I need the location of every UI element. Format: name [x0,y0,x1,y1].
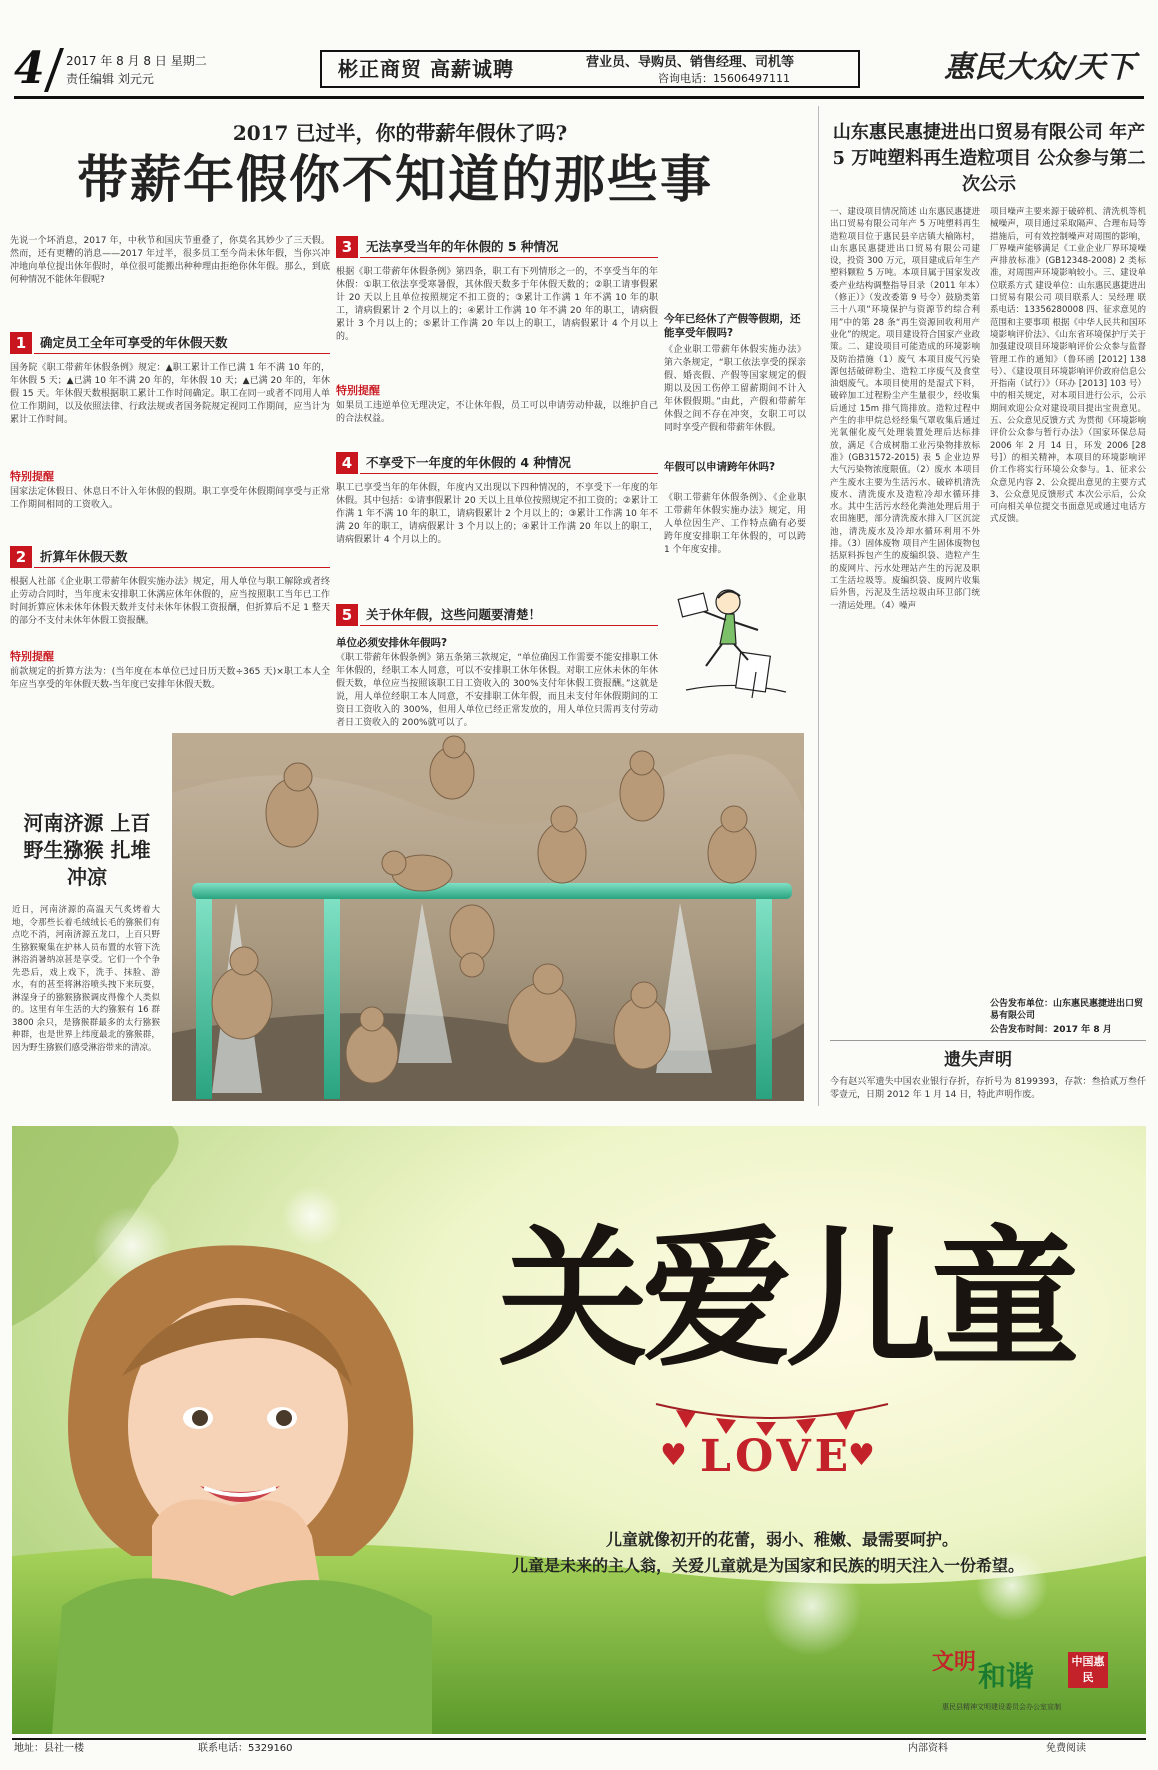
banner-credit: 惠民县精神文明建设委员会办公室宣制 [942,1703,1061,1711]
care-for-children-banner [12,1126,1146,1734]
monkey-story-body: 近日，河南济源的高温天气炙烤着大地，令那些长着毛绒绒长毛的猕猴们有点吃不消，河南济源五龙口，上百只野生猕猴聚集在护林人员布置的水管下洗淋浴消暑纳凉甚是享受。它们一个个争先恐后，戏上戏下，洗手、抹脸、游水，有的甚至将淋浴喷头拽下来玩耍，淋湿身子的猕猴猕猴调皮得像个人类似的。这里有年生活的大约猕猴有 16 群 3800 余只，是猕猴群最多的太行猕猴种群，也是世界上纬度最北的猕猴群，因为野生猕猴们感受淋浴带来的清凉。 [12,905,160,1053]
recruitment-ad [320,50,860,88]
section-rule [360,473,658,474]
article-headline: 带薪年假你不知道的那些事 [76,151,713,210]
notice-title: 山东惠民惠捷进出口贸易有限公司 年产 5 万吨塑料再生造粒项目 公众参与第二次公示 [832,122,1146,195]
section-5-answer-3: 《职工带薪年休假条例》、《企业职工带薪年休假实施办法》规定，用人单位因生产、工作特点确有必要跨年度安排职工年休假的，可以跨 1 个年度安排。 [664,493,806,555]
section-rule [360,625,658,626]
section-title: 不享受下一年度的年休假的 4 种情况 [366,455,571,470]
section-number: 5 [336,604,358,626]
section-1-note-label: 特别提醒 [10,470,54,483]
section-title: 折算年休假天数 [40,549,128,564]
section-3-header [336,236,658,258]
monkey-story-title: 河南济源 上百野生猕猴 扎堆冲凉 [23,811,151,889]
footer-free: 免费阅读 [1046,1743,1086,1754]
notice-publish-date: 公告发布时间：2017 年 8 月 [990,1025,1112,1035]
section-rule [34,567,330,568]
child-figure [52,1245,432,1734]
section-4-header [336,452,658,474]
section-5-answer-1: 《职工带薪年休假条例》第五条第三款规定，“单位确因工作需要不能安排职工休年休假的，经职工本人同意，可以不安排职工休年休假。对职工应休未休的年休假天数，单位应当按照该职工日工资收入的 300%支付年休假工资报酬。”这就是说，用人单位经职工本人同意，不安排职工休年假，而且未支付年休假期间的工资日工资收入的 300%，但用人单位已经正常发放的，用人单位只需再支付劳动者日工资收入的 200%就可以了。 [336,653,658,728]
section-number: 1 [10,332,32,354]
section-4-body: 职工已享受当年的年休假，年度内又出现以下四种情况的，不享受下一年度的年休假。其中包括：①请事假累计 20 天以上且单位按照规定不扣工资的；②累计工作满 1 年不满 10 年的职工，请病假累计 2 个月以上的；③累计工作满 10 年不满 20 年的职工，请病假累计 3 个月以上的；④累计工作满 20 年以上的职工，请病假累计 4 个月以上的。 [336,483,658,545]
section-3-note: 如果员工违逆单位无理决定，不让休年假，员工可以申请劳动仲裁，以维护自己的合法权益。 [336,401,658,424]
issue-date: 2017 年 8 月 8 日 星期二 [66,54,207,68]
section-1-note: 国家法定休假日、休息日不计入年休假的假期。职工享受年休假期间享受与正常工作期间相同的工资收入。 [10,487,330,510]
heart-icon: ♥ [660,1438,687,1473]
section-5-question-3: 年假可以申请跨年休吗? [664,461,776,473]
notice-column-2: 项目噪声主要来源于破碎机、清洗机等机械噪声，项目通过采取隔声、合理布局等措施后，可有效控制噪声对周围的影响，厂界噪声能够满足《工业企业厂界环境噪声排放标准》(GB12348-2008) 2 类标准，对周围声环境影响较小。三、建设单位联系方式 建设单位：山东惠民惠捷进出口贸易有限公司 项目联系人：吴经理 联系电话：13356280008 四、征求意见的范围和主要事项 根据《中华人民共和国环境影响评价法》、《山东省环境保护厅关于加强建设项目环境影响评价公众参与监督管理工作的通知》（鲁环函 [2012] 138 号）、《建设项目环境影响评价政府信息公开指南（试行）》（环办 [2013] 103 号）中的相关规定，对本项目进行公示，公示期间欢迎公众对建设项目提出宝贵意见。五、公众意见反馈方式 为贯彻《环境影响评价公众参与暂行办法》（国家环保总局 2006 年 2 月 14 日，环发 2006 [28 号]）的相关精神，本项目的环境影响评价工作将实行环境公众参与。1、征求公众意见内容 2、公众提出意见的主要方式 3、公众意见反馈形式 本次公示后，公众可向相关单位提交书面意见或通过电话方式反馈。 [990,207,1146,525]
section-number: 4 [336,452,358,474]
footer-address: 地址：县社一楼 [14,1743,84,1754]
banner-title: 关爱儿童 [498,1211,1075,1387]
notice-publisher: 公告发布单位：山东惠民惠捷进出口贸易有限公司 [990,999,1144,1021]
banner-line-1: 儿童就像初开的花蕾，弱小、稚嫩、最需要呵护。 [606,1530,959,1549]
article-kicker: 2017 已过半，你的带薪年假休了吗? [232,121,568,145]
lost-notice-title: 遗失声明 [944,1050,1012,1070]
section-2-note: 前款规定的折算方法为：(当年度在本单位已过日历天数÷365 天)×职工本人全年应当享受的年休假天数-当年度已安排年休假天数。 [10,667,330,690]
section-rule [360,257,658,258]
section-3-note-label: 特别提醒 [336,384,380,397]
heart-icon: ♥ [848,1438,875,1473]
section-2-header [10,546,330,568]
section-5-header [336,604,658,626]
banner-love: LOVE [700,1431,853,1482]
ad-company: 彬正商贸 高薪诚聘 [338,57,514,81]
lost-notice-body: 今有赵兴军遗失中国农业银行存折，存折号为 8199393，存款：叁拾贰万叁仟零壹元，日期 2012 年 1 月 14 日，特此声明作废。 [830,1077,1146,1100]
column-divider [818,106,819,1106]
section-title: 关于休年假，这些问题要清楚！ [366,607,542,622]
ad-phone: 咨询电话：15606497111 [658,72,790,85]
header-rule [14,96,1144,99]
page-header [14,43,1144,96]
notice-column-1: 一、建设项目情况简述 山东惠民惠捷进出口贸易有限公司年产 5 万吨塑料再生造粒项目位于惠民县辛店镇大榆陈村，山东惠民惠捷进出口贸易有限公司建设，投资 300 万元，项目建成后年生产塑料颗粒 5 万吨。本项目属于国家发改委产业结构调整指导目录（2011 年本）（修正）》（发改委第 9 号令）鼓励类第三十八项“环境保护与资源节约综合利用”中的第 28 条“再生资源回收利用产业化”的规定。项目建设符合国家产业政策。二、建设项目可能造成的环境影响及防治措施（1）废气 本项目废气污染源包括破碎粉尘、造粒工序废气及食堂油烟废气。本项目使用的是湿式下料，破碎加工过程粉尘产生量很少，经收集后通过 15m 排气筒排放。造粒过程中产生的非甲烷总烃经集气罩收集后通过光氧催化废气处理装置处理后达标排放，满足《合成树脂工业污染物排放标准》(GB31572-2015) 表 5 企业边界大气污染物浓度限值。（2）废水 本项目产生废水主要为生活污水、破碎机清洗废水、清洗废水及造粒冷却水循环排水。其中生活污水经化粪池处理后用于农田施肥，部分清洗废水排入厂区沉淀池，清洗废水及冷却水循环利用不外排。（3）固体废物 项目产生固体废物包括原料拆包产生的废编织袋、造粒产生的废网片、污水处理站产生的污泥及职工生活垃圾等。废编织袋、废网片收集后外售，污泥及生活垃圾由环卫部门统一清运处理。（4）噪声 [830,207,980,611]
section-title: 无法享受当年的年休假的 5 种情况 [366,239,559,254]
section-2-body: 根据人社部《企业职工带薪年休假实施办法》规定，用人单位与职工解除或者终止劳动合同时，当年度未安排职工休满应休年休假的，应当按照职工当年已工作时间折算应休未休年休假天数并支付未休年休假工资报酬，但折算后不足 1 整天的部分不支付未休年休假工资报酬。 [10,577,330,626]
red-seal: 中国惠民 [1068,1652,1108,1688]
section-5-question-1: 单位必须安排休年假吗? [336,637,448,649]
ad-positions: 营业员、导购员、销售经理、司机等 [586,55,795,70]
footer-rule [12,1738,1146,1740]
banner-line-2: 儿童是未来的主人翁，关爱儿童就是为国家和民族的明天注入一份希望。 [512,1556,1025,1575]
section-5-answer-2: 《企业职工带薪年休假实施办法》第六条规定，“职工依法享受的探亲假、婚丧假、产假等国家规定的假期以及因工伤停工留薪期间不计入年休假假期。”由此，产假和带薪年休假之间不存在冲突，女职工可以同时享受产假和带薪年休假。 [664,345,806,433]
page-number-slash [44,48,64,92]
section-number: 2 [10,546,32,568]
section-2-note-label: 特别提醒 [10,650,54,663]
page-number: 4 [14,43,45,94]
article-intro: 先说一个坏消息，2017 年，中秋节和国庆节重叠了，你莫名其妙少了三天假。然而，还有更糟的消息——2017 年过半，很多员工至今尚未休年假，当你兴冲冲地向单位提出休年假时，单位很可能搬出种种理由拒绝你休年假。那么，到底何种情况不能休年假呢? [10,236,330,285]
section-rule [34,353,330,354]
newspaper-brand: 惠民大众/天下 [944,50,1135,85]
cartoon-illustration [676,580,796,700]
harmony-logo: 和谐 [978,1660,1035,1693]
monkey-photo [172,733,804,1101]
section-1-header [10,332,330,354]
section-number: 3 [336,236,358,258]
footer-phone: 联系电话：5329160 [198,1743,293,1754]
civilization-logo: 文明 [932,1649,977,1675]
section-3-body: 根据《职工带薪年休假条例》第四条，职工有下列情形之一的，不享受当年的年休假：①职工依法享受寒暑假，其休假天数多于年休假天数的；②职工请事假累计 20 天以上且单位按照规定不扣工资的；③累计工作满 1 年不满 10 年的职工，请病假累计 2 个月以上的；④累计工作满 10 年不满 20 年的职工，请病假累计 3 个月以上的；⑤累计工作满 20 年以上的职工，请病假累计 4 个月以上的。 [336,267,658,342]
section-title: 确定员工全年可享受的年休假天数 [40,335,228,350]
section-1-body: 国务院《职工带薪年休假条例》规定：▲职工累计工作已满 1 年不满 10 年的，年休假 5 天；▲已满 10 年不满 20 年的，年休假 10 天；▲已满 20 年的，年休假 15 天。年休假天数根据职工累计工作时间确定。职工在同一或者不同用人单位工作期间，以及依照法律、行政法规或者国务院规定视同工作期间，应当计为累计工作时间。 [10,363,330,425]
editor-credit: 责任编辑 刘元元 [66,72,154,86]
footer-internal: 内部资料 [908,1743,948,1754]
section-5-question-2: 今年已经休了产假等假期，还能享受年假吗? [664,313,801,339]
notice-divider [830,1040,1146,1041]
